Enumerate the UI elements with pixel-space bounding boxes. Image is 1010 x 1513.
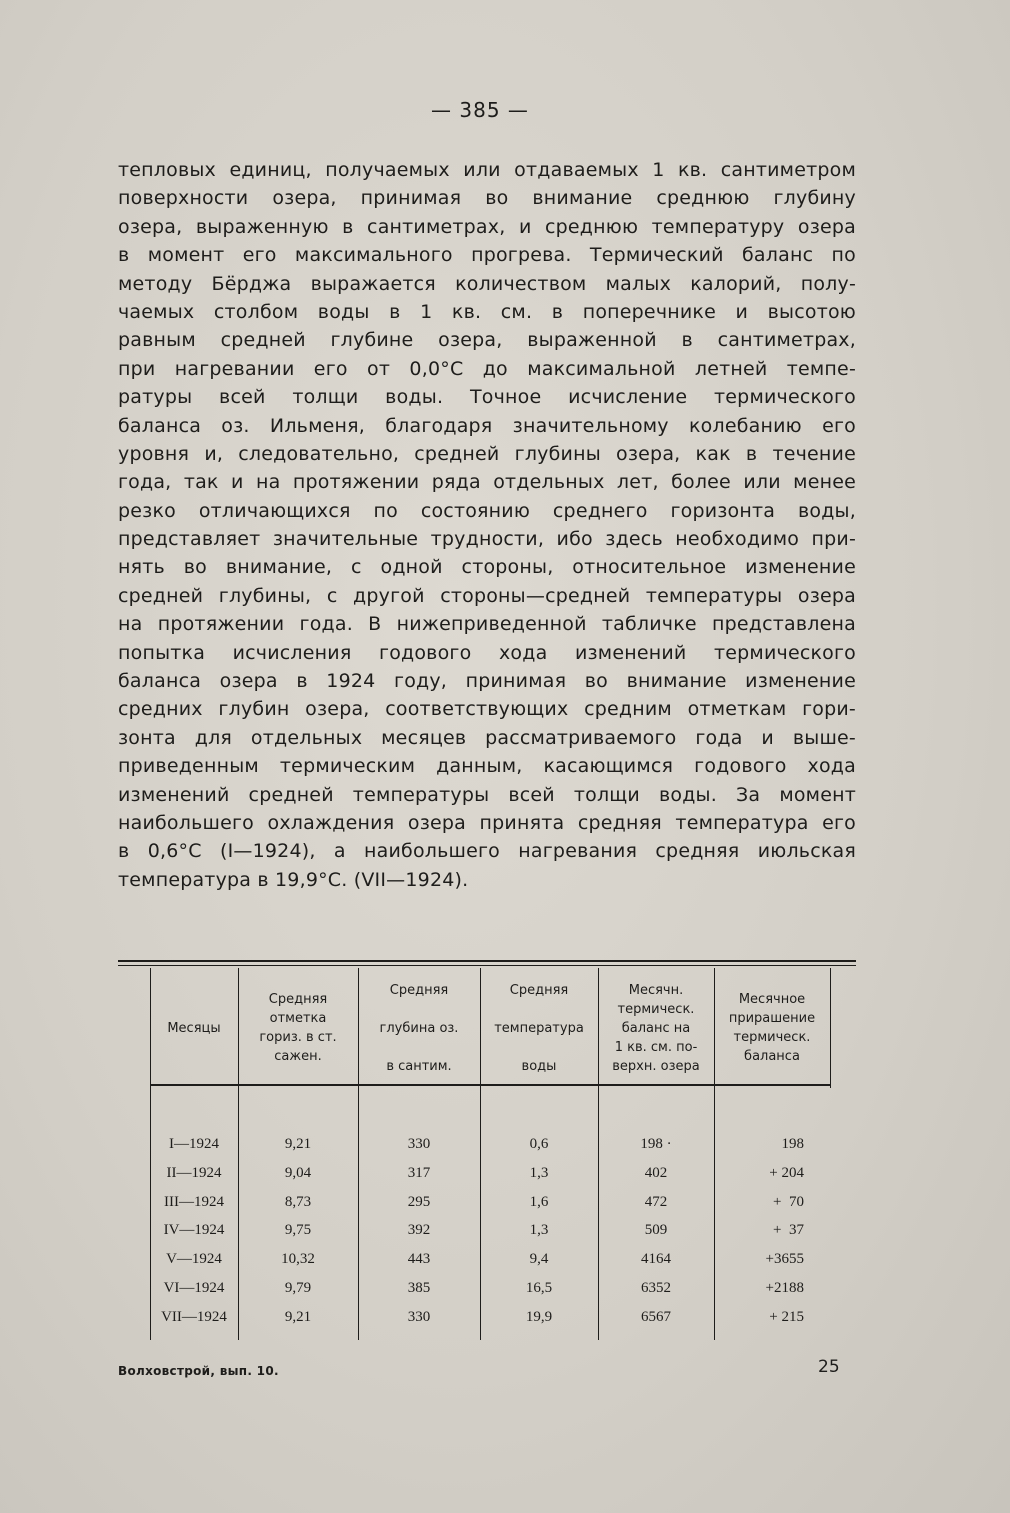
table-cell-balance: 509 bbox=[644, 1222, 668, 1239]
table-cell-balance: 472 bbox=[644, 1193, 668, 1210]
table-column-divider bbox=[830, 968, 831, 1088]
table-cell-level: 9,79 bbox=[284, 1280, 312, 1296]
table-cell-temp: 19,9 bbox=[525, 1308, 553, 1325]
text-line: при нагревании его от 0,0°С до максимальной летней темпе- bbox=[118, 357, 856, 380]
text-line: на протяжении года. В нижеприведенной табличке представлена bbox=[118, 613, 856, 636]
table-row bbox=[118, 1303, 856, 1331]
body-text bbox=[118, 156, 856, 894]
table-cell-month: VI—1924 bbox=[163, 1280, 225, 1296]
text-line: в момент его максимального прогрева. Термический баланс по bbox=[118, 244, 856, 267]
text-line: зонта для отдельных месяцев рассматриваемого года и выше- bbox=[118, 726, 856, 749]
table-cell-month: V—1924 bbox=[166, 1251, 222, 1268]
table-cell-level: 10,32 bbox=[281, 1251, 315, 1268]
text-line: года, так и на протяжении ряда отдельных лет, более или менее bbox=[118, 471, 856, 494]
data-table bbox=[118, 960, 856, 1340]
text-line: средней глубины, с другой стороны—средней температуры озера bbox=[118, 584, 856, 607]
table-cell-balance: 402 bbox=[644, 1164, 668, 1181]
table-row bbox=[118, 1274, 856, 1302]
text-line: температура в 19,9°С. (VII—1924). bbox=[118, 868, 469, 891]
text-line: баланса оз. Ильменя, благодаря значительному колебанию его bbox=[118, 414, 856, 437]
text-line: представляет значительные трудности, ибо здесь необходимо при- bbox=[118, 528, 856, 551]
table-cell-level: 9,21 bbox=[284, 1136, 312, 1152]
table-cell-balance: 4164 bbox=[641, 1251, 671, 1268]
text-line: ратуры всей толщи воды. Точное исчисление термического bbox=[118, 386, 856, 409]
table-cell-level: 8,73 bbox=[284, 1193, 312, 1210]
table-row bbox=[118, 1188, 856, 1216]
text-line: нять во внимание, с одной стороны, относительное изменение bbox=[118, 556, 856, 579]
table-cell-month: II—1924 bbox=[166, 1164, 222, 1181]
text-line: равным средней глубине озера, выраженной в сантиметрах, bbox=[118, 329, 856, 352]
table-cell-temp: 9,4 bbox=[529, 1251, 549, 1268]
table-cell-level: 9,75 bbox=[284, 1222, 312, 1239]
text-line: изменений средней температуры всей толщи воды. За момент bbox=[118, 783, 856, 806]
table-cell-temp: 1,3 bbox=[529, 1222, 549, 1239]
table-header-cell: Месячн. термическ. баланс на 1 кв. см. по- верхн. озера bbox=[612, 982, 700, 1074]
table-cell-month: I—1924 bbox=[169, 1136, 219, 1152]
text-line: средних глубин озера, соответствующих средним отметкам гори- bbox=[118, 698, 856, 721]
table-cell-increment: + 70 bbox=[773, 1193, 804, 1210]
table-header-cell: Месячное прирашение термическ. баланса bbox=[728, 992, 816, 1064]
text-line: уровня и, следовательно, средней глубины озера, как в течение bbox=[118, 442, 856, 465]
table-cell-depth: 392 bbox=[407, 1222, 431, 1239]
table-cell-balance: 6567 bbox=[641, 1308, 671, 1325]
table-header-cell: Средняя глубина оз. в сантим. bbox=[379, 982, 459, 1074]
table-cell-balance: 198 · bbox=[640, 1136, 672, 1152]
table-cell-increment: +2188 bbox=[765, 1280, 804, 1296]
table-cell-balance: 6352 bbox=[641, 1280, 671, 1296]
table-top-rule bbox=[118, 960, 856, 962]
text-line: наибольшего охлаждения озера принята средняя температура его bbox=[118, 811, 856, 834]
table-header-cell: Средняя отметка гориз. в ст. сажен. bbox=[259, 992, 337, 1064]
table-cell-depth: 317 bbox=[407, 1164, 431, 1181]
table-cell-increment: 198 bbox=[781, 1136, 804, 1152]
table-cell-depth: 330 bbox=[407, 1308, 431, 1325]
text-line: методу Бёрджа выражается количеством малых калорий, полу- bbox=[118, 272, 856, 295]
table-cell-month: IV—1924 bbox=[163, 1222, 225, 1239]
table-header-rule bbox=[150, 1084, 830, 1086]
table-cell-increment: + 37 bbox=[773, 1222, 804, 1239]
table-row bbox=[118, 1130, 856, 1158]
table-row bbox=[118, 1216, 856, 1244]
table-cell-increment: + 215 bbox=[769, 1308, 804, 1325]
footer-publication: Волховстрой, вып. 10. bbox=[118, 1364, 279, 1378]
text-line: резко отличающихся по состоянию среднего горизонта воды, bbox=[118, 499, 856, 522]
table-top-rule-thin bbox=[118, 965, 856, 966]
table-cell-temp: 1,6 bbox=[529, 1193, 549, 1210]
text-line: озера, выраженную в сантиметрах, и среднюю температуру озера bbox=[118, 215, 856, 238]
page-number: — 385 — bbox=[431, 98, 529, 122]
text-line: чаемых столбом воды в 1 кв. см. в поперечнике и высотою bbox=[118, 300, 856, 323]
table-cell-level: 9,04 bbox=[284, 1164, 312, 1181]
text-line: попытка исчисления годового хода изменений термического bbox=[118, 641, 856, 664]
table-row bbox=[118, 1159, 856, 1187]
table-cell-increment: + 204 bbox=[769, 1164, 804, 1181]
table-row bbox=[118, 1245, 856, 1273]
text-line: поверхности озера, принимая во внимание среднюю глубину bbox=[118, 187, 856, 210]
table-cell-month: VII—1924 bbox=[161, 1308, 227, 1325]
table-cell-depth: 443 bbox=[407, 1251, 431, 1268]
table-cell-month: III—1924 bbox=[164, 1193, 224, 1210]
table-cell-depth: 385 bbox=[407, 1280, 431, 1296]
text-line: в 0,6°С (I—1924), а наибольшего нагревания средняя июльская bbox=[118, 840, 856, 863]
table-cell-temp: 0,6 bbox=[529, 1136, 549, 1152]
table-header-cell: Средняя температура воды bbox=[494, 982, 584, 1074]
table-cell-depth: 330 bbox=[407, 1136, 431, 1152]
table-cell-temp: 16,5 bbox=[525, 1280, 553, 1296]
table-cell-temp: 1,3 bbox=[529, 1164, 549, 1181]
table-header-cell: Месяцы bbox=[167, 1020, 221, 1036]
text-line: тепловых единиц, получаемых или отдаваемых 1 кв. сантиметром bbox=[118, 159, 856, 181]
table-cell-level: 9,21 bbox=[284, 1308, 312, 1325]
footer-sheet-number: 25 bbox=[818, 1357, 840, 1377]
text-line: приведенным термическим данным, касающимся годового хода bbox=[118, 755, 856, 778]
text-line: баланса озера в 1924 году, принимая во внимание изменение bbox=[118, 670, 856, 693]
table-cell-depth: 295 bbox=[407, 1193, 431, 1210]
table-cell-increment: +3655 bbox=[765, 1251, 804, 1268]
